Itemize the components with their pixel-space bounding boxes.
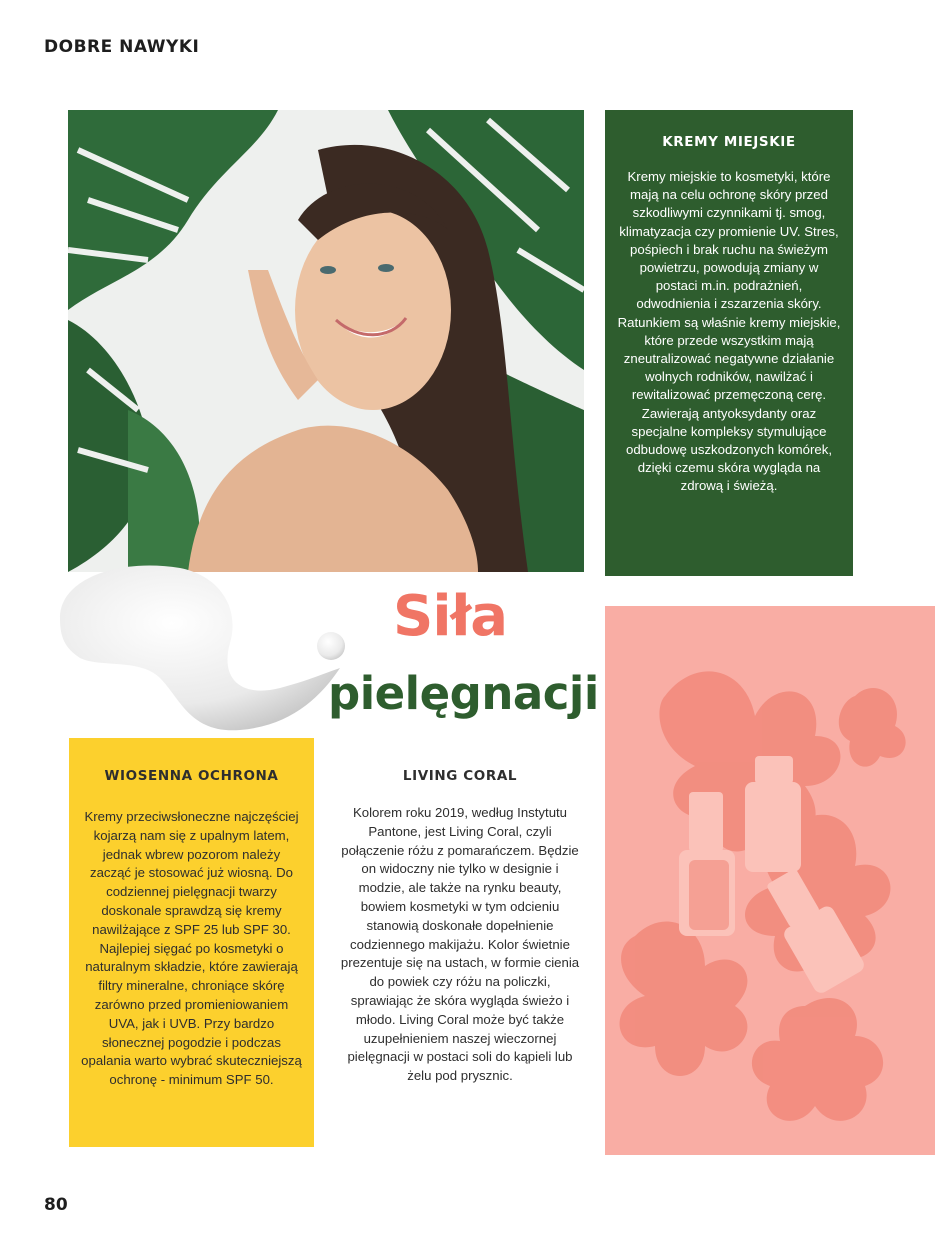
urban-creams-text: Kremy miejskie to kosmetyki, które mają na celu ochronę skóry przed szkodliwymi czynnikami tj. smog, klimatyzacja czy promienie UV. Stres, pośpiech i brak ruchu na świeżym powietrzu, powodują zmiany w postaci m.in. podrażnień, odwodnienia i zszarzenia skóry. Ratunkiem są właśnie kremy miejskie, które przede wszystkim mają zneutralizować negatywne działanie wolnych rodników, nawilżać i rewitalizować przemęczoną cerę. Zawierają antyoksydanty oraz specjalne kompleksy stymulujące odbudowę uszkodzonych komórek, dzięki czemu skóra wygląda na zdrową i świeżą. xyxy=(617,169,841,494)
living-coral-column xyxy=(340,768,580,1086)
section-label: DOBRE NAWYKI xyxy=(44,37,200,57)
urban-creams-title: KREMY MIEJSKIE xyxy=(662,134,796,150)
spring-protection-text: Kremy przeciwsłoneczne najczęściej kojarzą nam się z upalnym latem, jednak wbrew pozorom należy zacząć je stosować już wiosną. Do codziennej pielęgnacji twarzy doskonale sprawdzą się kremy nawilżające z SPF 25 lub SPF 30. Najlepiej sięgać po kosmetyki o naturalnym składzie, które zawierają filtry mineralne, chroniące skórę zarówno przed promieniowaniem UVA, jak i UVB. Przy bardzo słonecznej pogodzie i podczas opalania warto wybrać skuteczniejszą ochronę - minimum SPF 50. xyxy=(81,809,302,1088)
urban-creams-box xyxy=(605,110,853,576)
living-coral-text: Kolorem roku 2019, według Instytutu Pantone, jest Living Coral, czyli połączenie różu z pomarańczem. Będzie on widoczny nie tylko w designie i modzie, ale także na rynku beauty, bowiem kosmetyki w tym odcieniu stanowią doskonałe dopełnienie codziennego makijażu. Kolor świetnie prezentuje się na ustach, w formie cienia do powiek czy różu na policzki, sprawiając że skóra wygląda świeżo i młodo. Living Coral może być także uzupełnieniem naszej wieczornej pielęgnacji w postaci soli do kąpieli lub żelu pod prysznic. xyxy=(340,805,580,1084)
coral-nail-polish-image xyxy=(605,606,935,1155)
woman-portrait-image xyxy=(68,110,584,572)
living-coral-title: LIVING CORAL xyxy=(402,768,518,784)
page-number: 80 xyxy=(44,1195,68,1215)
headline-strength: Siła xyxy=(393,584,508,649)
cream-swatch-image xyxy=(40,548,370,738)
spring-protection-title: WIOSENNA OCHRONA xyxy=(104,768,279,784)
headline-care: pielęgnacji xyxy=(328,667,599,720)
spring-protection-box xyxy=(69,738,314,1147)
